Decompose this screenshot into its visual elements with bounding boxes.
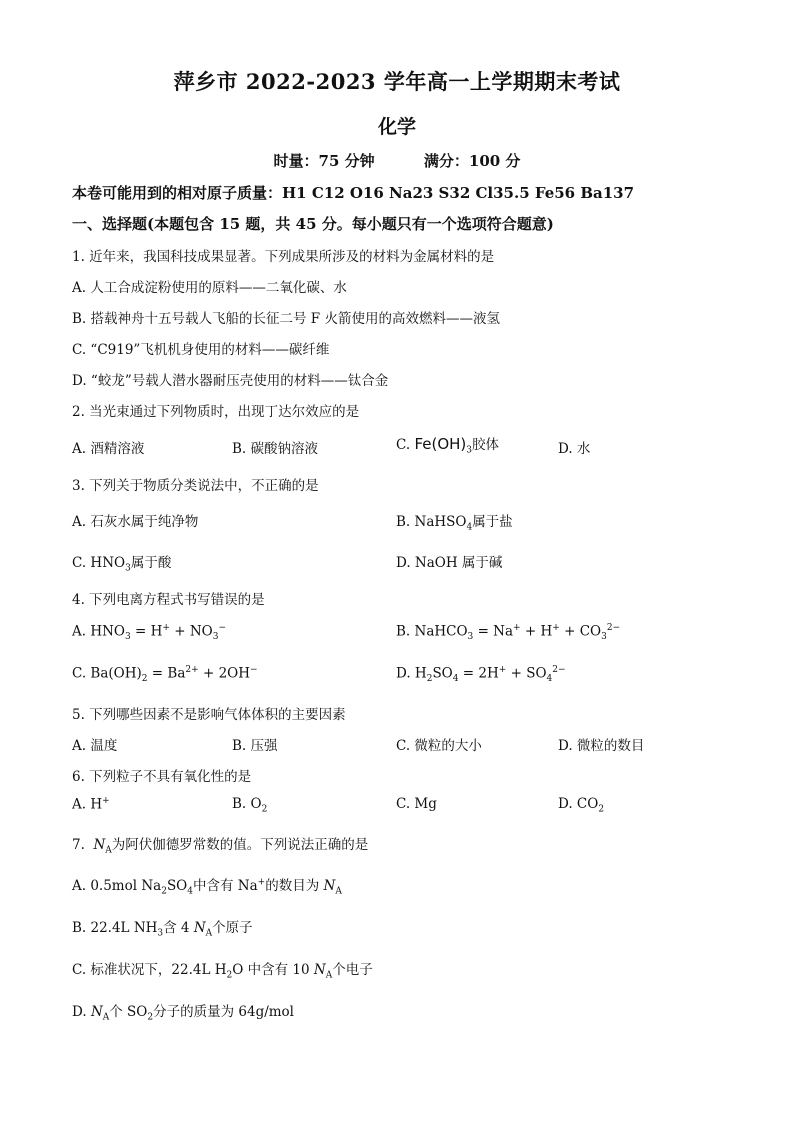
- question-3-option-c: C. $HNO_3$属于酸: [72, 555, 172, 574]
- question-7-option-b: B. 22.4L $NH_3$含 4 $N_A$个原子: [72, 920, 253, 939]
- question-2-option-d: D. 水: [558, 441, 591, 457]
- question-2-option-b: B. 碳酸钠溶液: [232, 441, 319, 457]
- exam-subject: 化学: [377, 116, 416, 138]
- question-1-option-a: A. 人工合成淀粉使用的原料——二氧化碳、水: [72, 280, 347, 296]
- question-3-option-d: D. NaOH 属于碱: [396, 555, 503, 571]
- question-6-option-b: B. $O_2$: [232, 796, 268, 815]
- question-5-option-d: D. 微粒的数目: [558, 738, 645, 754]
- question-2-option-a: A. 酒精溶液: [72, 441, 145, 457]
- question-3-option-b: B. NaHSO$_4$属于盐: [396, 514, 513, 533]
- question-7-option-a: A. 0.5mol $Na_2SO_4$中含有 Na+的数目为 $N_A$: [72, 877, 342, 897]
- exam-full-score: 满分：100 分: [423, 152, 521, 170]
- question-5-option-a: A. 温度: [72, 738, 118, 754]
- atomic-masses: 本卷可能用到的相对原子质量：H1 C12 O16 Na23 S32 Cl35.5 Fe56 Ba137: [72, 184, 635, 202]
- question-1-option-b: B. 搭载神舟十五号载人飞船的长征二号 F 火箭使用的高效燃料——液氢: [72, 311, 500, 327]
- question-1-option-c: C. “C919”飞机机身使用的材料——碳纤维: [72, 342, 330, 358]
- section-title: 一、选择题(本题包含 15 题，共 45 分。每小题只有一个选项符合题意): [72, 215, 554, 233]
- question-5-option-b: B. 压强: [232, 738, 278, 754]
- question-4-option-a: A. $HNO_3 = H^+ + NO_3^-$: [72, 623, 227, 643]
- exam-title: 萍乡市 2022-2023 学年高一上学期期末考试: [173, 69, 621, 94]
- question-1-stem: 1. 近年来，我国科技成果显著。下列成果所涉及的材料为金属材料的是: [72, 249, 495, 265]
- question-6-option-a: A. H+: [72, 796, 110, 813]
- question-7-stem: 7. $N_A$为阿伏伽德罗常数的值。下列说法正确的是: [72, 837, 369, 856]
- question-3-option-a: A. 石灰水属于纯净物: [72, 514, 199, 530]
- question-4-option-b: B. NaHCO$_3$ = $Na^+ + H^+ + CO_3^{2-}$: [396, 623, 621, 643]
- question-2-stem: 2. 当光束通过下列物质时，出现丁达尔效应的是: [72, 404, 360, 420]
- question-4-option-c: C. $Ba(OH)_2 = Ba^{2+} + 2OH^-$: [72, 665, 258, 685]
- question-7-option-d: D. $N_A$个 $SO_2$分子的质量为 64g/mol: [72, 1004, 294, 1023]
- question-6-option-d: D. $CO_2$: [558, 796, 605, 815]
- question-2-option-c: C. $Fe(OH)_3$胶体: [396, 435, 499, 456]
- question-5-stem: 5. 下列哪些因素不是影响气体体积的主要因素: [72, 707, 346, 723]
- exam-duration: 时量：75 分钟: [273, 152, 375, 170]
- question-6-option-c: C. Mg: [396, 796, 437, 812]
- question-4-stem: 4. 下列电离方程式书写错误的是: [72, 592, 265, 608]
- question-1-option-d: D. “蛟龙”号载人潜水器耐压壳使用的材料——钛合金: [72, 373, 389, 389]
- exam-time-info: [0, 150, 794, 171]
- question-5-option-c: C. 微粒的大小: [396, 738, 482, 754]
- question-7-option-c: C. 标准状况下，22.4L $H_2O$ 中含有 10 $N_A$个电子: [72, 962, 373, 981]
- question-4-option-d: D. $H_2SO_4 = 2H^+ + SO_4^{2-}$: [396, 665, 566, 685]
- question-6-stem: 6. 下列粒子不具有氧化性的是: [72, 769, 252, 785]
- question-3-stem: 3. 下列关于物质分类说法中，不正确的是: [72, 478, 319, 494]
